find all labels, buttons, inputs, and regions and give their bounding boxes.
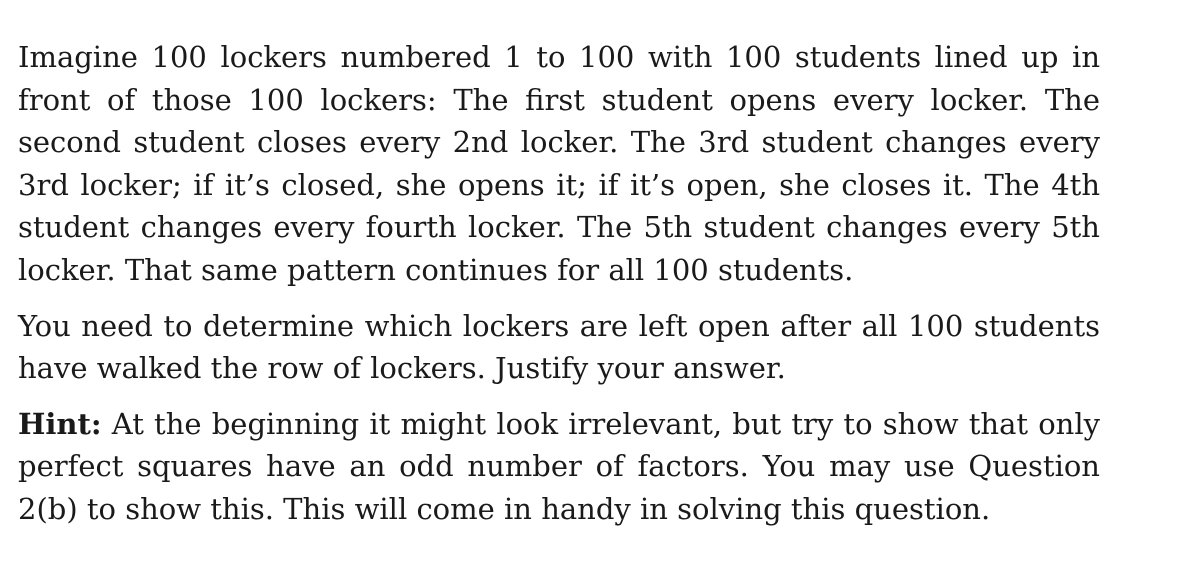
hint-label: Hint: <box>18 406 102 441</box>
hint-text: At the beginning it might look irrelevant, but try to show that only perfect squares have an odd number of factors. You may use Question 2(b) to show this. This will come in handy in solving this question. <box>18 406 1100 526</box>
problem-statement-paragraph: Imagine 100 lockers numbered 1 to 100 with 100 students lined up in front of those 100 lockers: The first student opens every locker. The second student closes every 2nd locker. The 3rd student changes every 3rd locker; if it’s closed, she opens it; if it’s open, she closes it. The 4th student changes every fourth locker. The 5th student changes every 5th locker. That same pattern continues for all 100 students. <box>18 40 1100 287</box>
hint-paragraph <box>18 403 1100 531</box>
task-paragraph: You need to determine which lockers are left open after all 100 students have walked the row of lockers. Justify your answer. <box>18 308 1100 386</box>
problem-text <box>18 36 1100 531</box>
